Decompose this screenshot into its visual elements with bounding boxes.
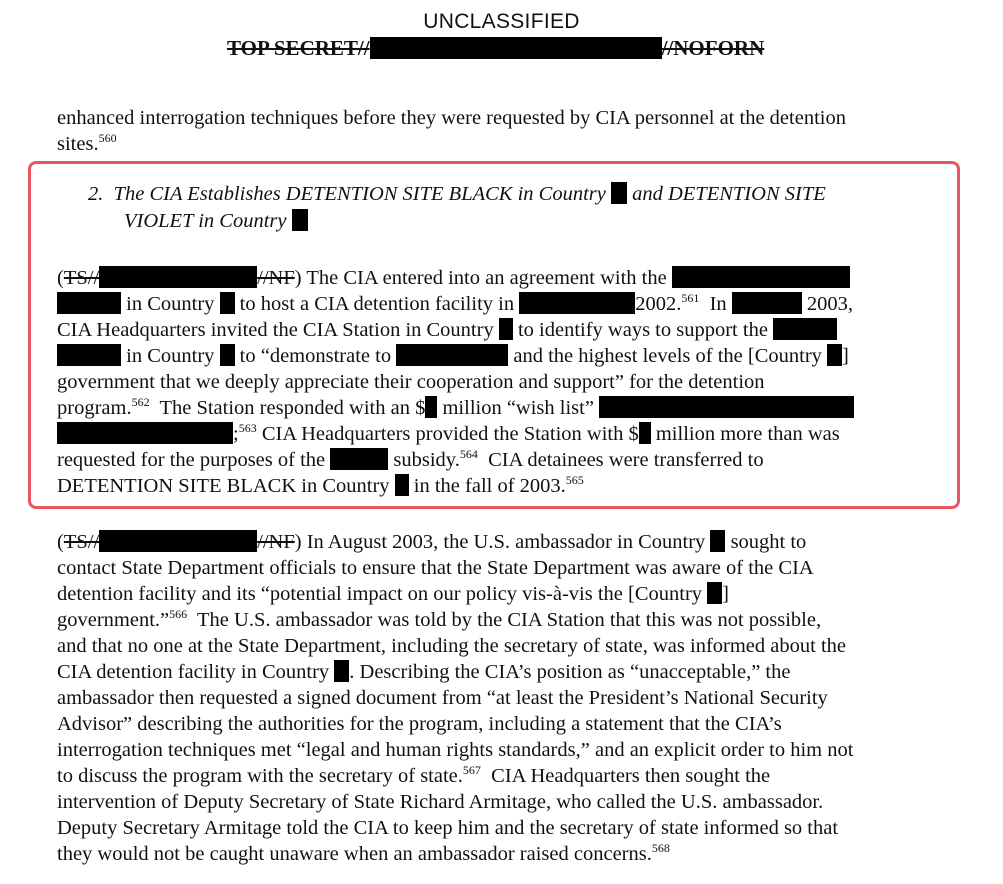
marking-left: TOP SECRET// — [227, 36, 370, 60]
para1-line: in Country to host a CIA detention facility in 2002.$^{561}$ In 2003, — [57, 291, 853, 317]
para1-line: DETENTION SITE BLACK in Country in the fall of 2003.$^{565}$ — [57, 473, 584, 497]
para2-line: government.”$^{566}$ The U.S. ambassador was told by the CIA Station that this was not possible, — [57, 607, 822, 631]
section-number: 2. — [88, 183, 104, 205]
redaction-block — [334, 660, 349, 682]
redaction-block — [57, 422, 233, 444]
para2-line: and that no one at the State Department, including the secretary of state, was informed about the — [57, 635, 846, 657]
redaction-block — [292, 209, 308, 231]
para2-line: Deputy Secretary Armitage told the CIA to keep him and the secretary of state informed so that — [57, 817, 839, 839]
para1-line: government that we deeply appreciate their cooperation and support” for the detention — [57, 371, 765, 393]
redaction-block — [773, 318, 837, 340]
redaction-block — [499, 318, 513, 340]
redaction-block — [639, 422, 651, 444]
redaction-block — [599, 396, 854, 418]
para2-line: ambassador then requested a signed document from “at least the President’s National Security — [57, 687, 828, 709]
para1-line: (TS// //NF) The CIA entered into an agreement with the — [57, 265, 850, 291]
para2-line: intervention of Deputy Secretary of State Richard Armitage, who called the U.S. ambassador. — [57, 791, 824, 813]
redaction-block — [732, 292, 802, 314]
para2-line: they would not be caught unaware when an ambassador raised concerns.$^{568}$ — [57, 841, 670, 865]
footnote-ref: 560 — [98, 131, 117, 146]
redaction-block — [396, 344, 508, 366]
intro-line: enhanced interrogation techniques before they were requested by CIA personnel at the detention — [57, 107, 846, 129]
redaction-block — [99, 530, 257, 552]
intro-line: sites.$^{560}$ — [57, 131, 117, 155]
redaction-block — [220, 292, 235, 314]
para1-line: in Country to “demonstrate to and the highest levels of the [Country ] — [57, 343, 849, 369]
redaction-block — [370, 37, 662, 59]
redaction-block — [330, 448, 388, 470]
redaction-block — [710, 530, 725, 552]
para1-line: ;$^{563}$ CIA Headquarters provided the Station with $ million more than was — [57, 421, 840, 447]
marking-right: //NOFORN — [661, 36, 765, 60]
footnote-ref: 565 — [565, 473, 584, 488]
para2-line: contact State Department officials to ensure that the State Department was aware of the CIA — [57, 557, 814, 579]
para1-line: program.$^{562}$ The Station responded with an $ million “wish list” — [57, 395, 854, 421]
redaction-block — [611, 182, 627, 204]
para2-line: interrogation techniques met “legal and human rights standards,” and an explicit order to him not — [57, 739, 854, 761]
section-heading: VIOLET in Country — [124, 208, 308, 234]
redaction-block — [519, 292, 635, 314]
redaction-block — [99, 266, 257, 288]
classification-marking — [227, 36, 764, 61]
footnote-ref: 566 — [169, 607, 188, 622]
redaction-block — [707, 582, 722, 604]
footnote-ref: 563 — [238, 421, 257, 436]
para2-line: Advisor” describing the authorities for the program, including a statement that the CIA’s — [57, 713, 782, 735]
redaction-block — [672, 266, 850, 288]
footnote-ref: 562 — [131, 395, 150, 410]
para2-line: CIA detention facility in Country . Describing the CIA’s position as “unacceptable,” the — [57, 661, 791, 683]
redaction-block — [425, 396, 437, 418]
para1-line: CIA Headquarters invited the CIA Station in Country to identify ways to support the — [57, 317, 837, 343]
footnote-ref: 567 — [462, 763, 481, 778]
footnote-ref: 564 — [459, 447, 478, 462]
redaction-block — [57, 292, 121, 314]
redaction-block — [395, 474, 409, 496]
footnote-ref: 568 — [651, 841, 670, 856]
para1-line: requested for the purposes of the subsidy.$^{564}$ CIA detainees were transferred to — [57, 447, 764, 471]
classification-banner: UNCLASSIFIED — [423, 10, 580, 33]
para2-line: (TS// //NF) In August 2003, the U.S. ambassador in Country sought to — [57, 531, 807, 553]
redaction-block — [57, 344, 121, 366]
para2-line: detention facility and its “potential impact on our policy vis-à-vis the [Country ] — [57, 583, 729, 605]
para2-line: to discuss the program with the secretary of state.$^{567}$ CIA Headquarters then sought the — [57, 763, 771, 787]
footnote-ref: 561 — [681, 291, 700, 306]
section-heading: 2. The CIA Establishes DETENTION SITE BLACK in Country and DETENTION SITE — [88, 183, 826, 205]
redaction-block — [220, 344, 235, 366]
redaction-block — [827, 344, 842, 366]
